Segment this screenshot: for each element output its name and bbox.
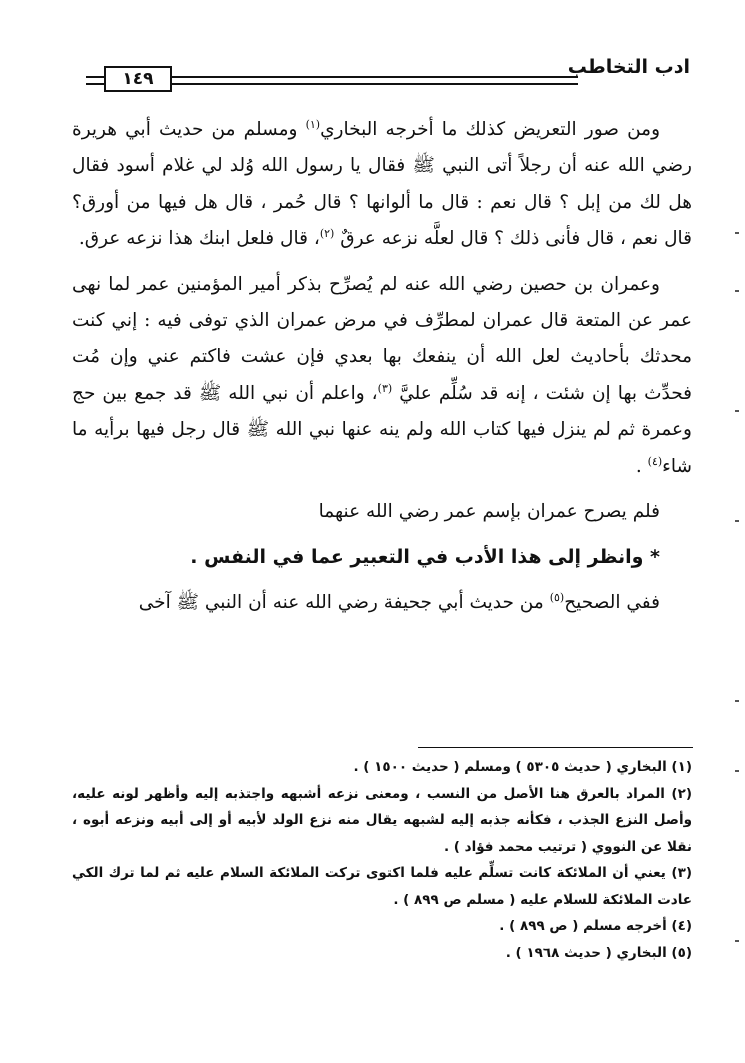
footnote-ref: (٤) — [647, 454, 663, 468]
margin-mark — [735, 290, 739, 292]
main-text — [72, 112, 692, 630]
section-heading: * وانظر إلى هذا الأدب في التعبير عما في النفس . — [190, 546, 660, 569]
footnote-ref: (٢) — [319, 227, 335, 241]
margin-mark — [735, 410, 739, 412]
paragraph: ففي الصحيح$^{(٥)}$ من حديث أبي جحيفة رضي الله عنه أن النبي ﷺ آخى — [138, 590, 660, 613]
margin-mark — [735, 700, 739, 702]
footnote-ref: (٣) — [377, 381, 393, 395]
header-rule — [172, 76, 578, 85]
margin-mark — [735, 940, 739, 942]
running-header — [86, 56, 690, 96]
footnote-2: (٢) المراد بالعرق هنا الأصل من النسب ، ومعنى نزعه أشبهه واجتذبه إليه وأظهر لونه عليه، وأصل النزع الجذب ، فكأنه جذبه إليه لشبهه يقال منه نزع الولد لأبيه أو إلى أبيه ونزعه أبوه ، نقلا عن النووي ( ترتيب محمد فؤاد ) . — [72, 785, 692, 855]
footnote-4: (٤) أخرجه مسلم ( ص ٨٩٩ ) . — [499, 918, 692, 934]
margin-mark — [735, 770, 739, 772]
footnote-divider — [418, 747, 693, 748]
page-number: ١٤٩ — [104, 66, 172, 92]
paragraph: فلم يصرح عمران بإسم عمر رضي الله عنهما — [318, 501, 660, 523]
footnote-5: (٥) البخاري ( حديث ١٩٦٨ ) . — [505, 944, 692, 961]
header-title: ادب التخاطب — [567, 56, 690, 78]
paragraph: ومن صور التعريض كذلك ما أخرجه البخاري$^{(١)}$ ومسلم من حديث أبي هريرة رضي الله عنه أن رجلاً أتى النبي ﷺ فقال يا رسول الله وُلد لي غلام أسود فقال هل لك من إبل ؟ قال نعم : قال ما ألوانها ؟ قال حُمر ، قال هل فيها من أورق؟ قال نعم ، قال فأنى ذلك ؟ قال لعلَّه نزعه عرقٌ $^{(٢)}$، قال فلعل ابنك هذا نزعه عرق. — [72, 117, 692, 250]
footnote-ref: (٥) — [549, 590, 565, 604]
footnote-1: (١) البخاري ( حديث ٥٣٠٥ ) ومسلم ( حديث ١٥٠٠ ) . — [353, 759, 692, 775]
footnote-ref: (١) — [305, 117, 321, 131]
footnote-3: (٣) يعني أن الملائكة كانت تسلِّم عليه فلما اكتوى تركت الملائكة السلام عليه ثم لما ترك الكي عادت الملائكة للسلام عليه ( مسلم ص ٨٩٩ ) . — [72, 865, 692, 908]
header-rule-left-bottom — [86, 83, 104, 85]
paragraph: وعمران بن حصين رضي الله عنه لم يُصرِّح بذكر أمير المؤمنين عمر لما نهى عمر عن المتعة قال عمران لمطرِّف في مرض عمران الذي توفى فيه : إني كنت محدثك بأحاديث لعل الله أن ينفعك بها بعدي فإن عشت فاكتم عني وإن مُت فحدِّث بها إن شئت ، إنه قد سُلِّم عليَّ $^{(٣)}$، واعلم أن نبي الله ﷺ قد جمع بين حج وعمرة ثم لم ينزل فيها كتاب الله ولم ينه عنها نبي الله ﷺ قال رجل فيها برأيه ما شاء$^{(٤)}$ . — [72, 273, 692, 477]
margin-mark — [735, 232, 739, 234]
margin-mark — [735, 520, 739, 522]
header-rule-left-top — [86, 76, 104, 78]
footnotes — [72, 754, 692, 966]
